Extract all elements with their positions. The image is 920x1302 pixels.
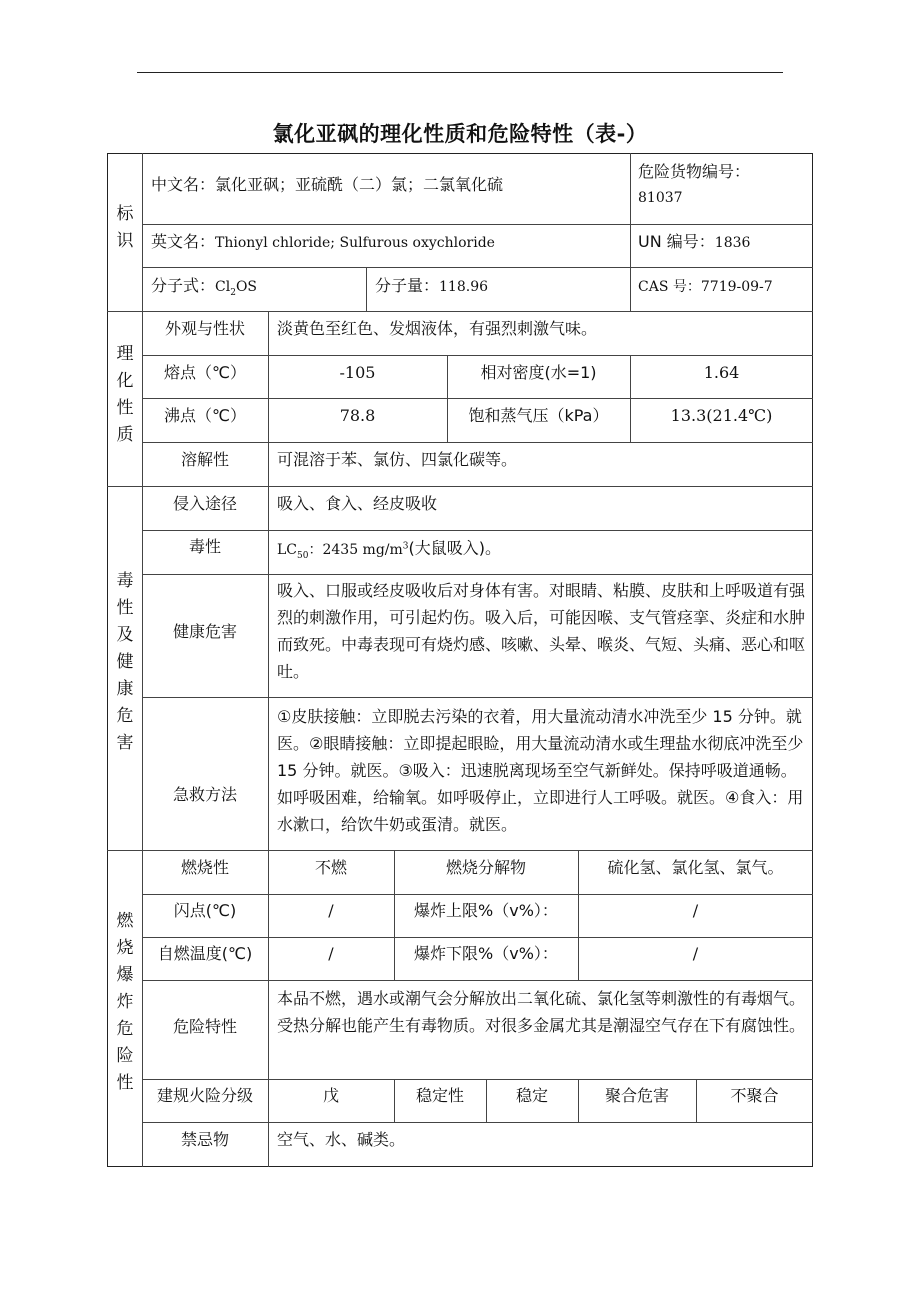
melting-point-value: -105 bbox=[339, 363, 376, 382]
combustibility-value: 不燃 bbox=[314, 858, 347, 877]
route-value: 吸入、食入、经皮吸收 bbox=[277, 494, 438, 513]
decomposition-label: 燃烧分解物 bbox=[445, 858, 526, 877]
toxicity-label: 毒性 bbox=[188, 537, 221, 556]
stability-value: 稳定 bbox=[515, 1086, 548, 1105]
solubility-value: 可混溶于苯、氯仿、四氯化碳等。 bbox=[277, 450, 518, 469]
toxicity-value: $LC_{50}$：2435 $mg/m^3$(大鼠吸入)。 bbox=[277, 538, 502, 561]
page-title: 氯化亚砜的理化性质和危险特性（表-） bbox=[272, 122, 648, 146]
autoignition-value: / bbox=[328, 944, 334, 963]
chinese-name: 中文名：氯化亚砜；亚硫酰（二）氯；二氯氧化硫 bbox=[151, 175, 504, 194]
density-label: 相对密度(水=1) bbox=[480, 363, 597, 382]
hazard-table bbox=[107, 153, 813, 1167]
health-hazard-value: 吸入、口服或经皮吸收后对身体有害。对眼睛、粘膜、皮肤和上呼吸道有强烈的刺激作用，可引起灼伤。吸入后，可能因喉、支气管痉挛、炎症和水肿而致死。中毒表现可有烧灼感、咳嗽、头晕、喉炎、气短、头痛、恶心和呕吐。 bbox=[277, 581, 806, 681]
section-toxicity: 毒 性 及 健 康 危 害 bbox=[116, 571, 134, 753]
section-fire: 燃 烧 爆 炸 危 险 性 bbox=[116, 911, 134, 1093]
decomposition-value: 硫化氢、氯化氢、氯气。 bbox=[607, 858, 784, 877]
appearance-label: 外观与性状 bbox=[164, 319, 245, 338]
autoignition-label: 自燃温度(℃) bbox=[157, 944, 253, 963]
hazard-value: 本品不燃，遇水或潮气会分解放出二氧化硫、氯化氢等刺激性的有毒烟气。受热分解也能产生有毒物质。对很多金属尤其是潮湿空气存在下有腐蚀性。 bbox=[277, 989, 806, 1035]
polymerization-label: 聚合危害 bbox=[604, 1086, 669, 1105]
hazard-label: 危险特性 bbox=[172, 1017, 237, 1036]
solubility-label: 溶解性 bbox=[180, 450, 229, 469]
vapor-pressure-label: 饱和蒸气压（kPa） bbox=[468, 406, 609, 425]
incompatible-value: 空气、水、碱类。 bbox=[277, 1130, 406, 1149]
first-aid-value: ①皮肤接触：立即脱去污染的衣着，用大量流动清水冲洗至少 15 分钟。就医。②眼睛接触：立即提起眼睑，用大量流动清水或生理盐水彻底冲洗至少 15 分钟。就医。③吸入：迅速脱离现场至空气新鲜处。保持呼吸道通畅。如呼吸困难，给输氧。如呼吸停止，立即进行人工呼吸。就医。④食入：用水漱口，给饮牛奶或蛋清。就医。 bbox=[277, 707, 804, 834]
fire-class-value: 戊 bbox=[322, 1086, 339, 1105]
un-number: UN 编号：1836 bbox=[638, 232, 751, 251]
melting-point-label: 熔点（℃） bbox=[164, 363, 246, 382]
header-rule bbox=[137, 72, 783, 73]
incompatible-label: 禁忌物 bbox=[180, 1130, 229, 1149]
boiling-point-label: 沸点（℃） bbox=[164, 406, 246, 425]
molecular-formula: 分子式：$Cl_2OS$ bbox=[151, 276, 258, 298]
vapor-pressure-value: 13.3(21.4℃) bbox=[670, 406, 773, 425]
route-label: 侵入途径 bbox=[172, 494, 237, 513]
polymerization-value: 不聚合 bbox=[730, 1086, 779, 1105]
molecular-weight: 分子量：118.96 bbox=[375, 276, 489, 295]
lower-limit-label: 爆炸下限%（v%）： bbox=[414, 944, 558, 963]
upper-limit-label: 爆炸上限%（v%）： bbox=[414, 901, 558, 920]
combustibility-label: 燃烧性 bbox=[180, 858, 229, 877]
boiling-point-value: 78.8 bbox=[339, 406, 376, 425]
cas-number: CAS 号：7719-09-7 bbox=[638, 279, 773, 295]
dangerous-goods-number: 危险货物编号： 81037 bbox=[638, 162, 751, 206]
density-value: 1.64 bbox=[703, 363, 740, 382]
lower-limit-value: / bbox=[692, 944, 699, 963]
stability-label: 稳定性 bbox=[415, 1086, 464, 1105]
health-hazard-label: 健康危害 bbox=[172, 622, 237, 641]
flash-point-label: 闪点(℃) bbox=[173, 901, 237, 920]
section-identity: 标 识 bbox=[116, 204, 134, 251]
english-name: 英文名：Thionyl chloride; Sulfurous oxychloride bbox=[151, 232, 495, 251]
upper-limit-value: / bbox=[692, 901, 699, 920]
flash-point-value: / bbox=[328, 901, 334, 920]
section-physchem: 理 化 性 质 bbox=[116, 344, 134, 445]
appearance-value: 淡黄色至红色、发烟液体，有强烈刺激气味。 bbox=[277, 319, 598, 338]
first-aid-label: 急救方法 bbox=[172, 785, 237, 804]
fire-class-label: 建规火险分级 bbox=[156, 1086, 253, 1105]
